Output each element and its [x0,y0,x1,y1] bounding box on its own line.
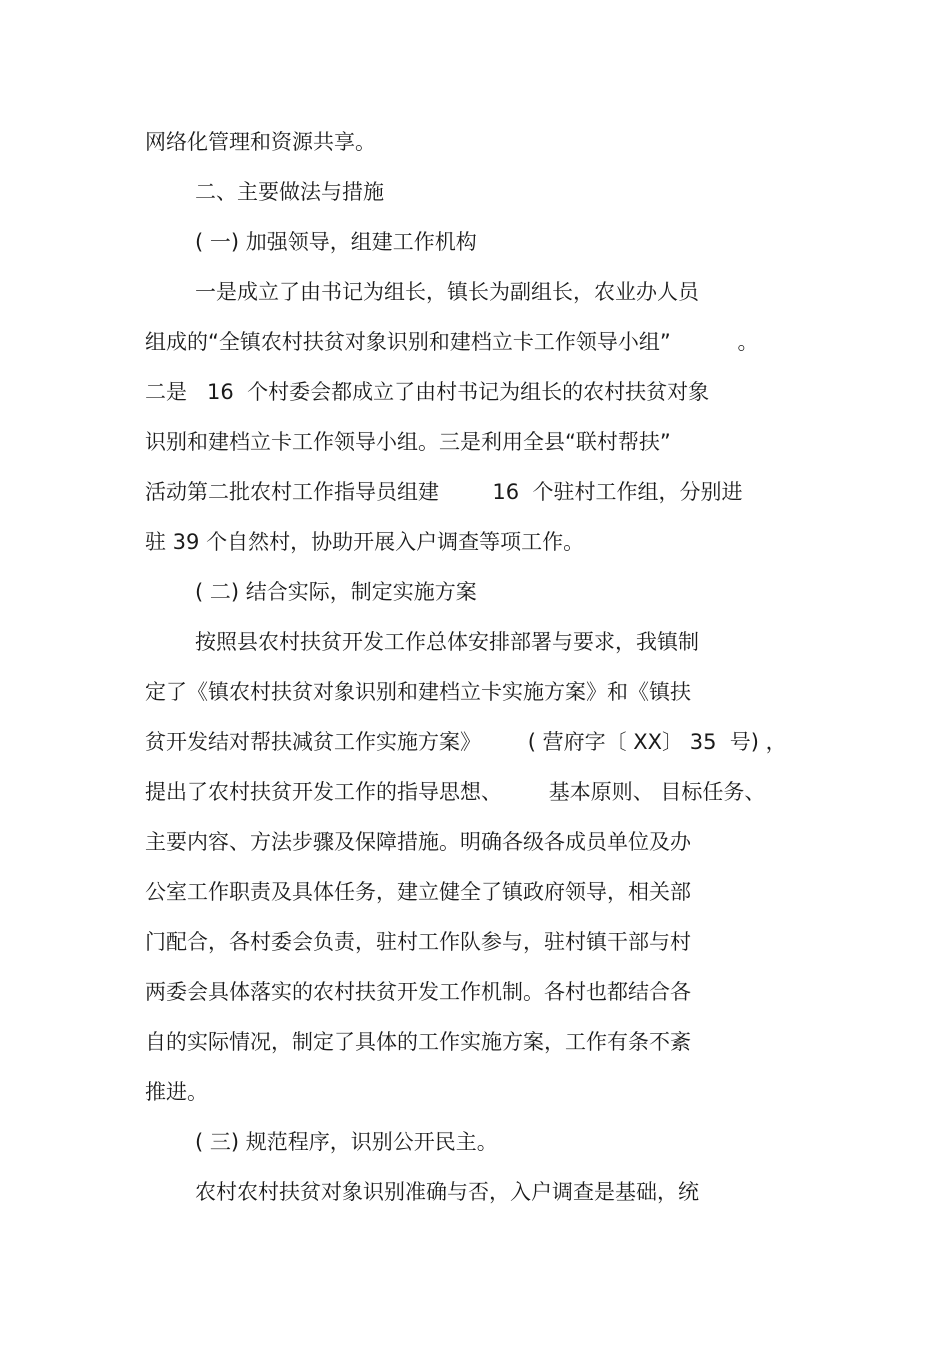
text-line: 门配合，各村委会负责，驻村工作队参与，驻村镇干部与村 [145,930,691,954]
text-line: 按照县农村扶贫开发工作总体安排部署与要求，我镇制 [195,630,699,654]
text-line: 识别和建档立卡工作领导小组。三是利用全县“联村帮扶” [145,430,671,454]
text-line: 组成的“全镇农村扶贫对象识别和建档立卡工作领导小组” 。 [145,330,759,354]
text-line: 主要内容、方法步骤及保障措施。明确各级各成员单位及办 [145,830,691,854]
subsection-heading: ( 一) 加强领导，组建工作机构 [195,230,477,254]
text-line: 贫开发结对帮扶减贫工作实施方案》 ( 营府字〔 XX〕 35 号) ， [145,730,787,754]
section-heading: 二、主要做法与措施 [195,180,384,204]
text-line: 二是 16 个村委会都成立了由村书记为组长的农村扶贫对象 [145,380,710,404]
text-line: 自的实际情况，制定了具体的工作实施方案，工作有条不紊 [145,1030,691,1054]
text-line: 农村农村扶贫对象识别准确与否，入户调查是基础，统 [195,1180,699,1204]
subsection-heading: ( 三) 规范程序，识别公开民主。 [195,1130,498,1154]
text-line: 一是成立了由书记为组长，镇长为副组长，农业办人员 [195,280,699,304]
subsection-heading: ( 二) 结合实际，制定实施方案 [195,580,477,604]
text-line: 两委会具体落实的农村扶贫开发工作机制。各村也都结合各 [145,980,691,1004]
text-line: 提出了农村扶贫开发工作的指导思想、 基本原则、 目标任务、 [145,780,766,804]
text-line: 网络化管理和资源共享。 [145,130,376,154]
text-line: 驻 39 个自然村，协助开展入户调查等项工作。 [145,530,585,554]
text-line: 公室工作职责及具体任务，建立健全了镇政府领导，相关部 [145,880,691,904]
text-line: 定了《镇农村扶贫对象识别和建档立卡实施方案》和《镇扶 [145,680,691,704]
text-line: 活动第二批农村工作指导员组建 16 个驻村工作组，分别进 [145,480,743,504]
text-line: 推进。 [145,1080,208,1104]
